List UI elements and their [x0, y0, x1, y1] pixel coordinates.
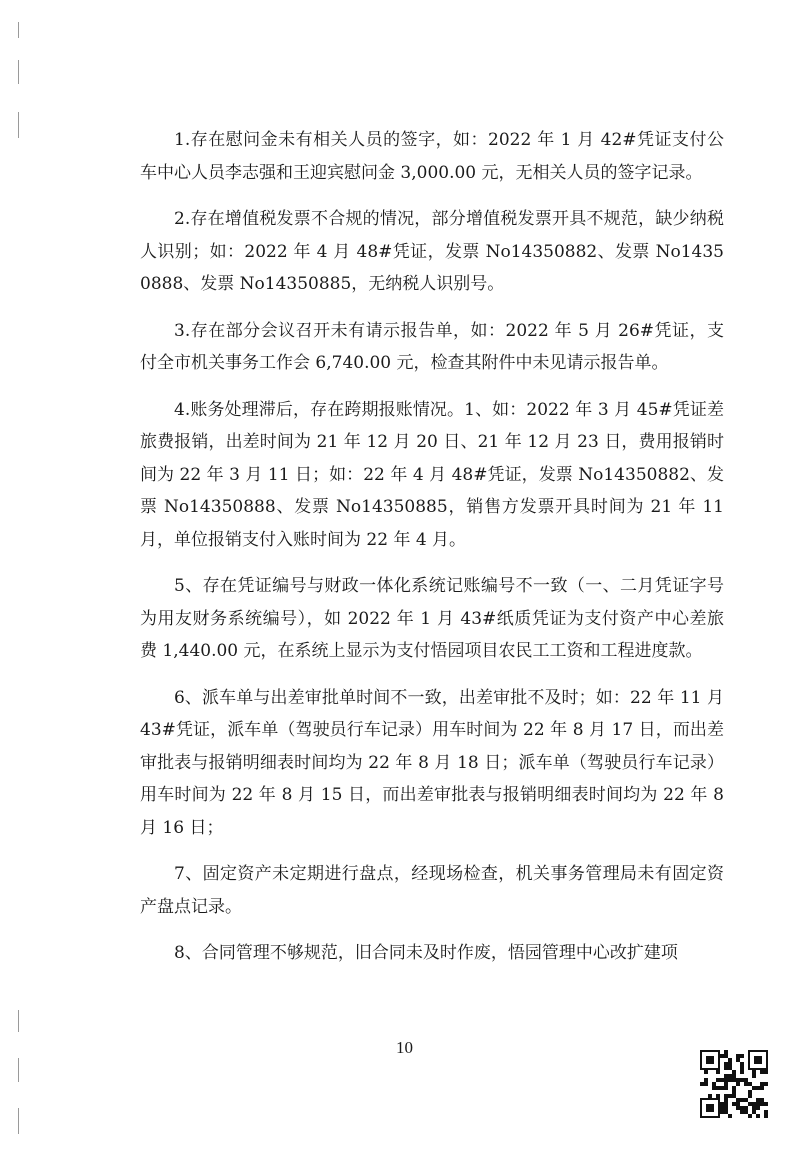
body-text [140, 124, 724, 984]
paragraph-2: 2.存在增值税发票不合规的情况，部分增值税发票开具不规范，缺少纳税人识别；如：2022 年 4 月 48#凭证，发票 No14350882、发票 No14350888、发票 No14350885，无纳税人识别号。 [140, 209, 724, 294]
paragraph-3: 3.存在部分会议召开未有请示报告单，如：2022 年 5 月 26#凭证，支付全市机关事务工作会 6,740.00 元，检查其附件中未见请示报告单。 [140, 320, 724, 373]
paragraph-7: 7、固定资产未定期进行盘点，经现场检查，机关事务管理局未有固定资产盘点记录。 [140, 864, 724, 917]
paragraph-8: 8、合同管理不够规范，旧合同未及时作废，悟园管理中心改扩建项 [174, 943, 678, 963]
paragraph-1: 1.存在慰问金未有相关人员的签字，如：2022 年 1 月 42#凭证支付公车中心人员李志强和王迎宾慰问金 3,000.00 元，无相关人员的签字记录。 [140, 130, 724, 183]
page-number: 10 [396, 1038, 413, 1057]
binding-margin-tick [18, 1108, 19, 1134]
binding-margin-tick [18, 112, 19, 138]
paragraph-5: 5、存在凭证编号与财政一体化系统记账编号不一致（一、二月凭证字号为用友财务系统编号），如 2022 年 1 月 43#纸质凭证为支付资产中心差旅费 1,440.00 元，在系统上显示为支付悟园项目农民工工资和工程进度款。 [140, 576, 724, 661]
paragraph-4: 4.账务处理滞后，存在跨期报账情况。1、如：2022 年 3 月 45#凭证差旅费报销，出差时间为 21 年 12 月 20 日、21 年 12 月 23 日，费用报销时间为 22 年 3 月 11 日；如：22 年 4 月 48#凭证，发票 No14350882、发票 No14350888、发票 No14350885，销售方发票开具时间为 21 年 11 月，单位报销支付入账时间为 22 年 4 月。 [140, 399, 724, 550]
qr-code-icon [700, 1050, 768, 1118]
binding-margin-tick [18, 22, 19, 38]
paragraph-6: 6、派车单与出差审批单时间不一致，出差审批不及时；如：22 年 11 月 43#凭证，派车单（驾驶员行车记录）用车时间为 22 年 8 月 17 日，而出差审批表与报销明细表时间均为 22 年 8 月 18 日；派车单（驾驶员行车记录）用车时间为 22 年 8 月 15 日，而出差审批表与报销明细表时间均为 22 年 8 月 16 日； [140, 687, 724, 838]
binding-margin-tick [18, 1058, 19, 1082]
binding-margin-tick [18, 1010, 19, 1032]
binding-margin-tick [18, 60, 19, 84]
